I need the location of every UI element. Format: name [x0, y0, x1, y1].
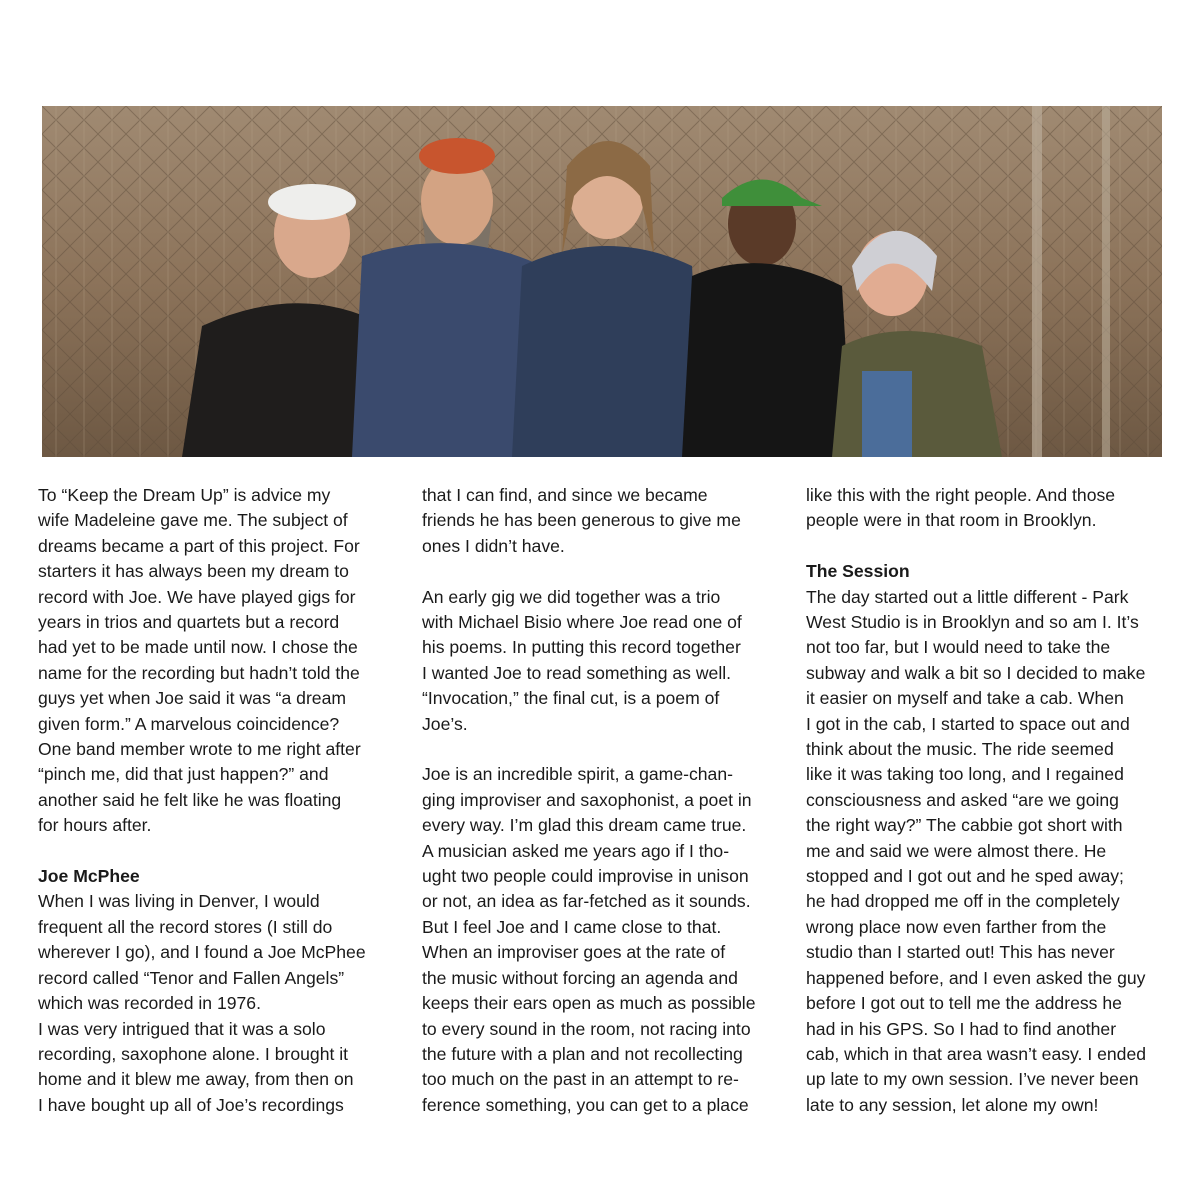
band-photo [42, 106, 1162, 457]
column-3 [806, 483, 1168, 1118]
paragraph-continued: that I can find, and since we became friends he has been generous to give me ones I didn’t have. [422, 485, 741, 556]
band-photo-icon [42, 106, 1162, 457]
paragraph-right-people: like this with the right people. And those people were in that room in Brooklyn. [806, 485, 1116, 531]
paragraph-session: The day started out a little different - Park West Studio is in Brooklyn and so am I. It’s not too far, but I would need to take the subway and walk a bit so I decided to make it easier on myself and take a cab. When I got in the cab, I started to space out and think about the music. The ride seemed like it was taking too long, and I regained consciousness and asked “are we going the right way?” The cabbie got short with me and said we were almost there. He stopped and I got out and he sped away; he had dropped me off in the completely wrong place now even farther from the studio than I started out! This has never happened before, and I even asked the guy before I got out to tell me the address he had in his GPS. So I had to find another cab, which in that area wasn’t easy. I ended up late to my own session. I’ve never been late to any session, let alone my own! [806, 586, 1147, 1115]
column-2 [422, 483, 784, 1118]
paragraph-solo: I was very intrigued that it was a solo recording, saxophone alone. I brought it home and it blew me away, from then on I have bought up all of Joe’s recordings [38, 1018, 354, 1115]
paragraph-spirit: Joe is an incredible spirit, a game-chan- ging improviser and saxophonist, a poet in every way. I’m glad this dream came true. A musician asked me years ago if I tho- ught two people could improvise in unison or not, an idea as far-fetched as it sounds. But I feel Joe and I came close to that. When an improviser goes at the rate of the music without forcing an agenda and keeps their ears open as much as possible to every sound in the room, not racing into the future with a plan and not recollecting too much on the past in an attempt to re- ference something, you can get to a place [422, 764, 756, 1115]
paragraph-denver: When I was living in Denver, I would frequent all the record stores (I still do wherever I go), and I found a Joe McPhee record called “Tenor and Fallen Angels” which was recorded in 1976. [38, 891, 366, 1014]
paragraph-early-gig: An early gig we did together was a trio with Michael Bisio where Joe read one of his poems. In putting this record together I wanted Joe to read something as well. “Invocation,” the final cut, is a poem of Joe’s. [422, 586, 742, 734]
column-1 [38, 483, 400, 1118]
section-heading-the-session: The Session [806, 561, 910, 582]
section-heading-joe-mcphee: Joe McPhee [38, 866, 140, 887]
paragraph-intro: To “Keep the Dream Up” is advice my wife Madeleine gave me. The subject of dreams became a part of this project. For starters it has always been my dream to record with Joe. We have played gigs for years in trios and quartets but a record had yet to be made until now. I chose the name for the recording but hadn’t told the guys yet when Joe said it was “a dream given form.” A marvelous coincidence? One band member wrote to me right after “pinch me, did that just happen?” and another said he felt like he was floating for hours after. [38, 485, 361, 836]
